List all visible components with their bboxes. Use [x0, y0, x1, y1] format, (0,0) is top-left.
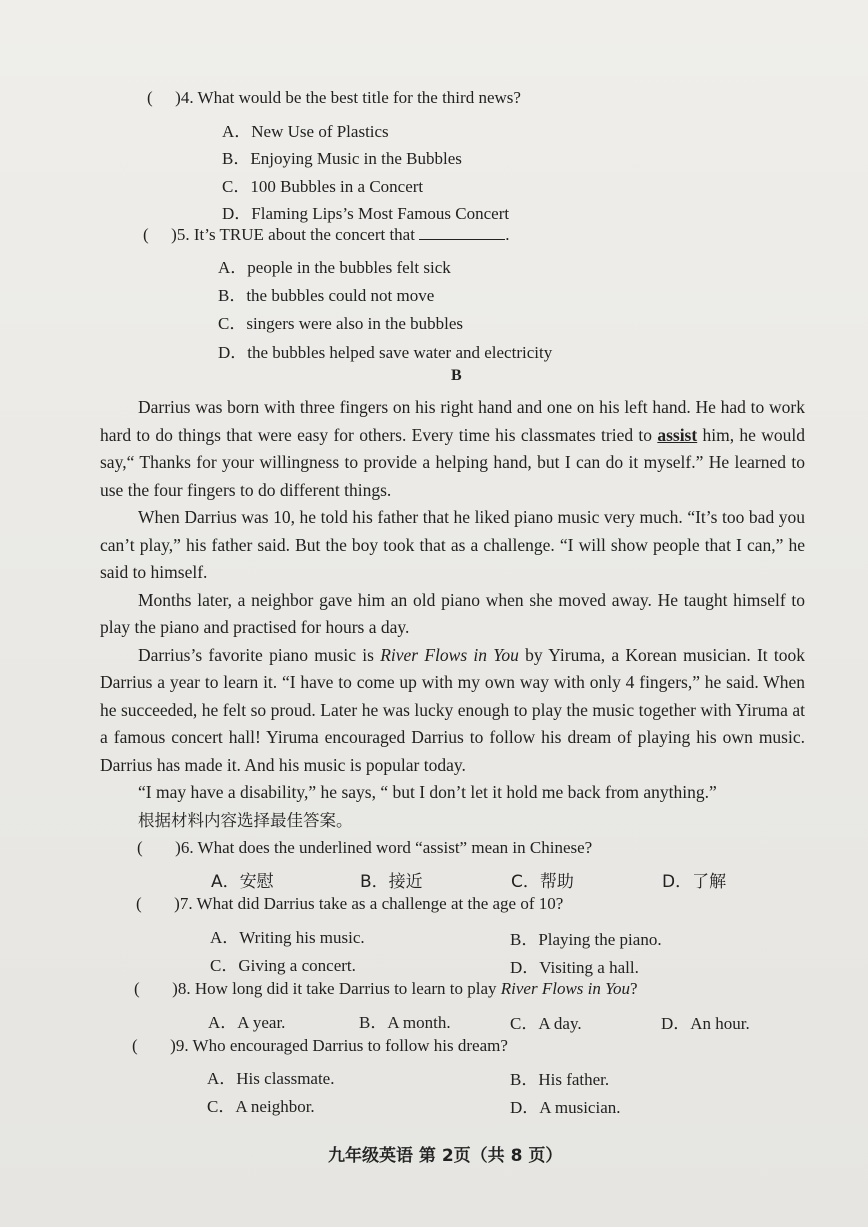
- passage-p4-text-a: Darrius’s favorite piano music is: [138, 644, 374, 665]
- q8-option-a: A．A year.: [208, 1013, 286, 1032]
- q6-paren-open: (: [137, 838, 143, 857]
- passage-paragraph-1: [100, 394, 805, 504]
- q5-option-c: C．singers were also in the bubbles: [218, 314, 464, 333]
- q7-stem-line: [136, 894, 563, 914]
- q7-paren-open: (: [136, 894, 142, 913]
- q5-answer-blank: [419, 225, 505, 240]
- q6-option-b: B．接近: [360, 872, 423, 892]
- q4-paren-open: (: [147, 88, 153, 107]
- q5-paren-open: (: [143, 225, 149, 244]
- passage-p4-text-b: by Yiruma, a Korean musician. It took Darrius a year to learn it. “I have to come up with my own way with only 4 fingers,” he said. When he succeeded, he felt so proud. Later he was lucky enough to play the music together with Yiruma at a famous concert hall! Yiruma encouraged Darrius to follow his dream of playing his own music. Darrius has made it. And his music is popular today.: [100, 644, 806, 775]
- q7-number: )7.: [174, 894, 193, 913]
- q5-option-b: B．the bubbles could not move: [218, 286, 435, 305]
- q7-option-c: C．Giving a concert.: [210, 956, 356, 975]
- q6-stem: What does the underlined word “assist” mean in Chinese?: [197, 838, 593, 857]
- q6-stem-line: [137, 838, 592, 858]
- q4-option-a: A．New Use of Plastics: [222, 122, 389, 141]
- reading-passage: [100, 394, 805, 834]
- q4-option-d: D．Flaming Lips’s Most Famous Concert: [222, 204, 510, 223]
- q9-paren-open: (: [132, 1036, 138, 1055]
- passage-p1-text-a: Darrius was born with three fingers on his right hand and one on his left hand. He had to work hard to do things that were easy for others. Every time his classmates tried to: [100, 397, 805, 445]
- q4-option-c: C．100 Bubbles in a Concert: [222, 177, 424, 196]
- q6-number: )6.: [175, 838, 194, 857]
- q7-option-b: B．Playing the piano.: [510, 930, 662, 949]
- section-b-heading: B: [451, 367, 462, 384]
- page-footer: 九年级英语 第 2页（共 8 页）: [328, 1146, 563, 1166]
- q4-number: )4.: [175, 88, 194, 107]
- q8-option-c: C．A day.: [510, 1014, 582, 1033]
- q6-option-a: A．安慰: [211, 872, 274, 892]
- passage-paragraph-2: When Darrius was 10, he told his father that he liked piano music very much. “It’s too bad you can’t play,” his father said. But the boy took that as a challenge. “I will show people that I can,” he said to himself.: [100, 507, 805, 582]
- q8-stem-a: How long did it take Darrius to learn to play: [194, 979, 497, 998]
- q9-stem: Who encouraged Darrius to follow his dream?: [192, 1036, 508, 1055]
- q9-option-c: C．A neighbor.: [207, 1097, 315, 1116]
- q5-stem: It’s TRUE about the concert that: [193, 225, 415, 244]
- q5-number: )5.: [171, 225, 190, 244]
- q5-stem-end: .: [505, 225, 510, 244]
- q9-option-d: D．A musician.: [510, 1098, 621, 1117]
- q8-stem-b: ?: [630, 979, 638, 998]
- q4-stem-line: [147, 88, 521, 108]
- q8-option-b: B．A month.: [359, 1013, 451, 1032]
- q9-stem-line: [132, 1036, 508, 1056]
- q7-option-a: A．Writing his music.: [210, 928, 365, 947]
- q5-option-a: A．people in the bubbles felt sick: [218, 258, 451, 277]
- q8-option-d: D．An hour.: [661, 1014, 750, 1033]
- q8-number: )8.: [172, 979, 191, 998]
- q8-stem-line: [134, 979, 638, 999]
- q4-stem: What would be the best title for the third news?: [197, 88, 521, 107]
- q9-option-a: A．His classmate.: [207, 1069, 335, 1088]
- music-title: River Flows in You: [380, 644, 519, 665]
- q6-option-d: D．了解: [662, 872, 727, 892]
- q4-option-b: B．Enjoying Music in the Bubbles: [222, 149, 462, 168]
- passage-paragraph-4: [100, 642, 805, 780]
- q7-stem: What did Darrius take as a challenge at the age of 10?: [196, 894, 564, 913]
- q5-option-d: D．the bubbles helped save water and electricity: [218, 343, 553, 362]
- q6-option-c: C．帮助: [511, 872, 574, 892]
- q8-music-title: River Flows in You: [500, 979, 631, 998]
- underlined-word-assist: assist: [657, 424, 698, 445]
- q9-number: )9.: [170, 1036, 189, 1055]
- q9-option-b: B．His father.: [510, 1070, 610, 1089]
- q5-stem-line: [143, 225, 509, 245]
- passage-paragraph-5: “I may have a disability,” he says, “ but I don’t let it hold me back from anything.”: [138, 782, 717, 802]
- passage-paragraph-3: Months later, a neighbor gave him an old piano when she moved away. He taught himself to play the piano and practised for hours a day.: [100, 589, 805, 637]
- q7-option-d: D．Visiting a hall.: [510, 958, 639, 977]
- q8-paren-open: (: [134, 979, 140, 998]
- instruction-text: 根据材料内容选择最佳答案。: [138, 810, 353, 830]
- passage-p1-text-b: him, he would say,“ Thanks for your willingness to provide a helping hand, but I can do it myself.” He learned to use the four fingers to do different things.: [100, 424, 805, 500]
